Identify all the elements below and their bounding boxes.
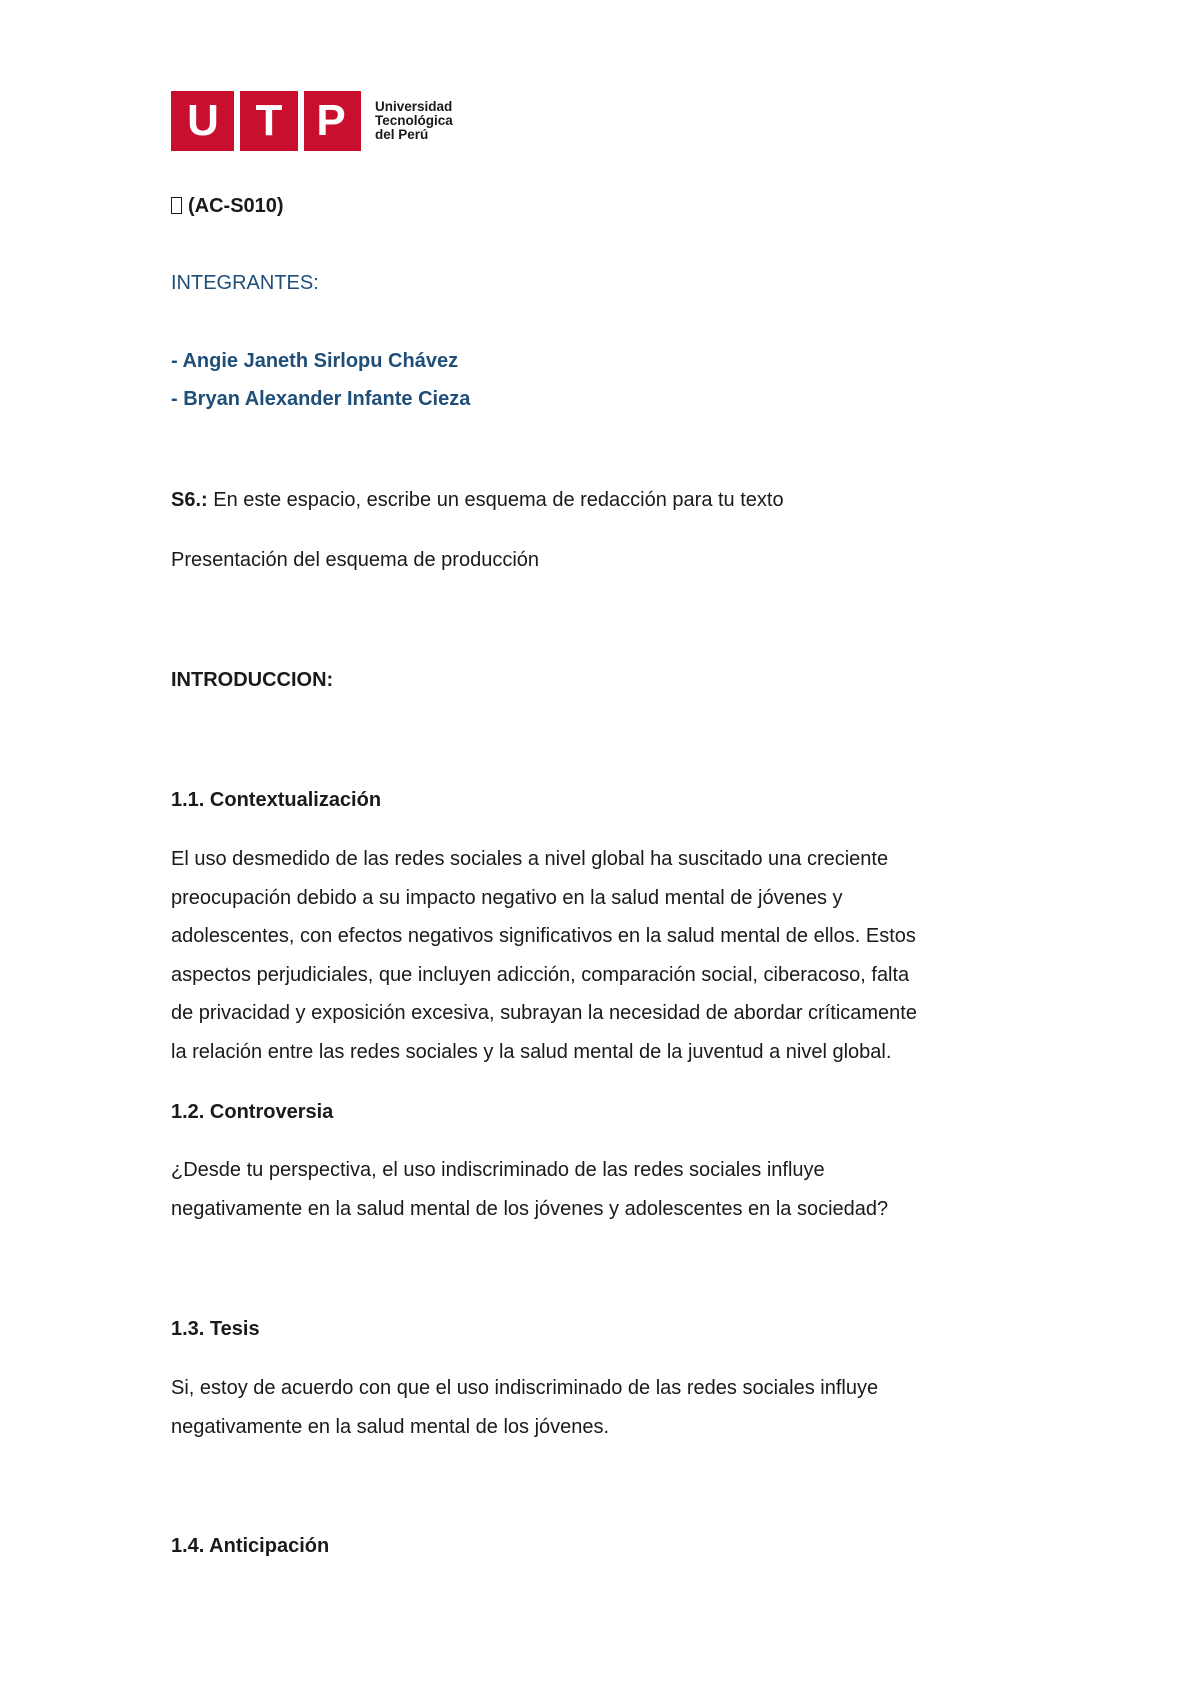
task-label: S6.: — [171, 489, 208, 511]
paragraph-line: la relación entre las redes sociales y la salud mental de la juventud a nivel global. — [171, 1040, 892, 1063]
paragraph-line: ¿Desde tu perspectiva, el uso indiscriminado de las redes sociales influye — [171, 1159, 825, 1181]
section-body-contextualizacion — [171, 840, 1031, 1071]
paragraph-line: negativamente en la salud mental de los jóvenes. — [171, 1415, 610, 1438]
utp-logo — [171, 91, 453, 151]
utp-logo-mark — [171, 91, 361, 151]
missing-glyph-icon — [171, 197, 182, 214]
paragraph-line: El uso desmedido de las redes sociales a nivel global ha suscitado una creciente — [171, 848, 889, 870]
section-body-controversia — [171, 1151, 1031, 1228]
paragraph-line: aspectos perjudiciales, que incluyen adicción, comparación social, ciberacoso, falta — [171, 963, 910, 986]
logo-line: del Perú — [375, 127, 429, 142]
paragraph-line: de privacidad y exposición excesiva, subrayan la necesidad de abordar críticamente — [171, 1002, 917, 1024]
task-text: En este espacio, escribe un esquema de redacción para tu texto — [207, 489, 784, 511]
utp-logo-wordmark — [375, 100, 453, 142]
logo-line: Universidad — [375, 99, 453, 114]
document-code-text: (AC-S010) — [188, 195, 284, 217]
members-heading: INTEGRANTES: — [171, 272, 319, 294]
paragraph-line: Si, estoy de acuerdo con que el uso indiscriminado de las redes sociales influye — [171, 1377, 879, 1399]
document-code — [171, 195, 284, 218]
section-heading-anticipacion: 1.4. Anticipación — [171, 1535, 330, 1557]
member-name: - Bryan Alexander Infante Cieza — [171, 388, 471, 410]
paragraph-line: preocupación debido a su impacto negativo en la salud mental de jóvenes y — [171, 886, 843, 909]
logo-letter-u: U — [187, 96, 219, 145]
member-name: - Angie Janeth Sirlopu Chávez — [171, 350, 459, 372]
task-instruction — [171, 489, 784, 512]
logo-letter-p: P — [316, 96, 346, 145]
section-heading-contextualizacion: 1.1. Contextualización — [171, 789, 382, 811]
logo-line: Tecnológica — [375, 113, 453, 128]
document-subtitle: Presentación del esquema de producción — [171, 549, 540, 571]
section-heading-tesis: 1.3. Tesis — [171, 1318, 260, 1340]
paragraph-line: adolescentes, con efectos negativos significativos en la salud mental de ellos. Estos — [171, 925, 916, 947]
logo-letter-t: T — [255, 96, 283, 145]
paragraph-line: negativamente en la salud mental de los jóvenes y adolescentes en la sociedad? — [171, 1197, 889, 1220]
section-body-tesis — [171, 1369, 1031, 1446]
section-heading-controversia: 1.2. Controversia — [171, 1101, 334, 1123]
introduction-heading: INTRODUCCION: — [171, 669, 334, 691]
